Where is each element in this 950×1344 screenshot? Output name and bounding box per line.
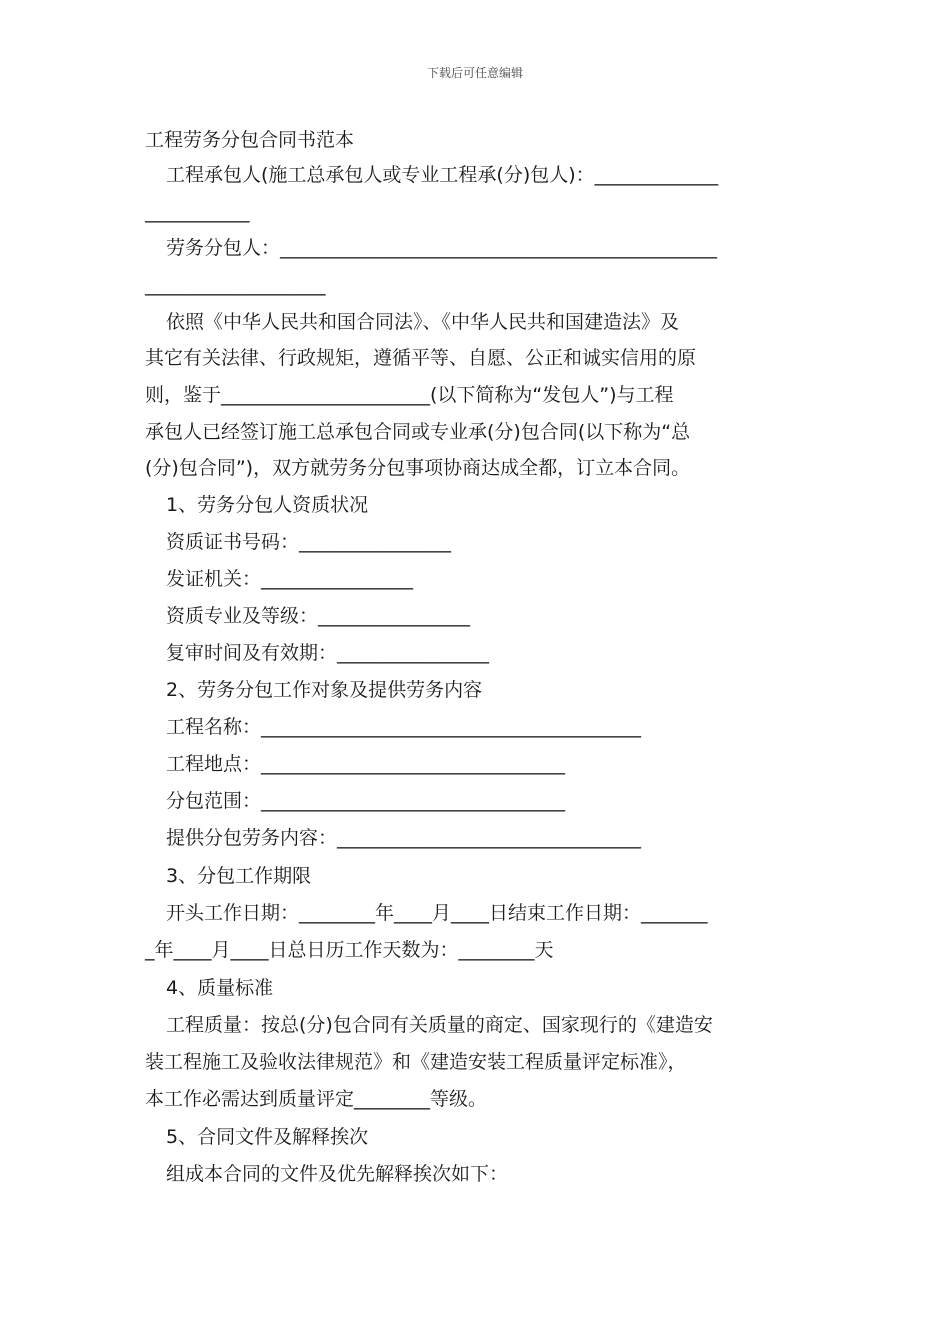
quality-line: 装工程施工及验收法律规范》和《建造安装工程质量评定标准》， — [145, 1051, 687, 1073]
preamble-line: 其它有关法律、行政规矩，遵循平等、自愿、公正和诚实信用的原 — [145, 347, 697, 369]
section-heading-3: 3、分包工作期限 — [166, 865, 312, 887]
field-line: 分包范围：________________________________ — [166, 790, 566, 812]
documents-line: 组成本合同的文件及优先解释挨次如下： — [166, 1163, 509, 1185]
quality-line: 本工作必需达到质量评定________等级。 — [145, 1088, 488, 1110]
quality-line: 工程质量：按总(分)包合同有关质量的商定、国家现行的《建造安 — [166, 1014, 713, 1036]
preamble-line: 承包人已经签订施工总承包合同或专业承(分)包合同(以下称为“总 — [145, 421, 691, 443]
field-line: 资质证书号码：________________ — [166, 531, 452, 553]
section-heading-5: 5、合同文件及解释挨次 — [166, 1126, 369, 1148]
contractor-line-cont: ___________ — [145, 201, 250, 223]
preamble-line: 则，鉴于______________________(以下简称为“发包人”)与工程 — [145, 384, 674, 406]
section-heading-1: 1、劳务分包人资质状况 — [166, 494, 369, 516]
period-line: 开头工作日期：________年____月____日结束工作日期：_______ — [166, 902, 708, 924]
section-heading-2: 2、劳务分包工作对象及提供劳务内容 — [166, 679, 483, 701]
field-line: 复审时间及有效期：________________ — [166, 642, 490, 664]
period-line-cont: _年____月____日总日历工作天数为：________天 — [145, 939, 554, 961]
preamble-line: (分)包合同”)，双方就劳务分包事项协商达成全都，订立本合同。 — [145, 457, 691, 479]
field-line: 工程名称：________________________________________ — [166, 716, 642, 738]
subcontractor-line-cont: ___________________ — [145, 274, 326, 296]
field-line: 工程地点：________________________________ — [166, 753, 566, 775]
document-title: 工程劳务分包合同书范本 — [145, 129, 355, 151]
section-heading-4: 4、质量标准 — [166, 977, 274, 999]
preamble-line: 依照《中华人民共和国合同法》、《中华人民共和国建造法》及 — [166, 311, 680, 333]
field-line: 提供分包劳务内容：________________________________ — [166, 827, 642, 849]
subcontractor-line: 劳务分包人：______________________________________________ — [166, 237, 718, 259]
field-line: 资质专业及等级：________________ — [166, 605, 471, 627]
contractor-line: 工程承包人(施工总承包人或专业工程承(分)包人)：_____________ — [166, 164, 719, 186]
field-line: 发证机关：________________ — [166, 568, 414, 590]
page-header: 下载后可任意编辑 — [426, 66, 523, 80]
